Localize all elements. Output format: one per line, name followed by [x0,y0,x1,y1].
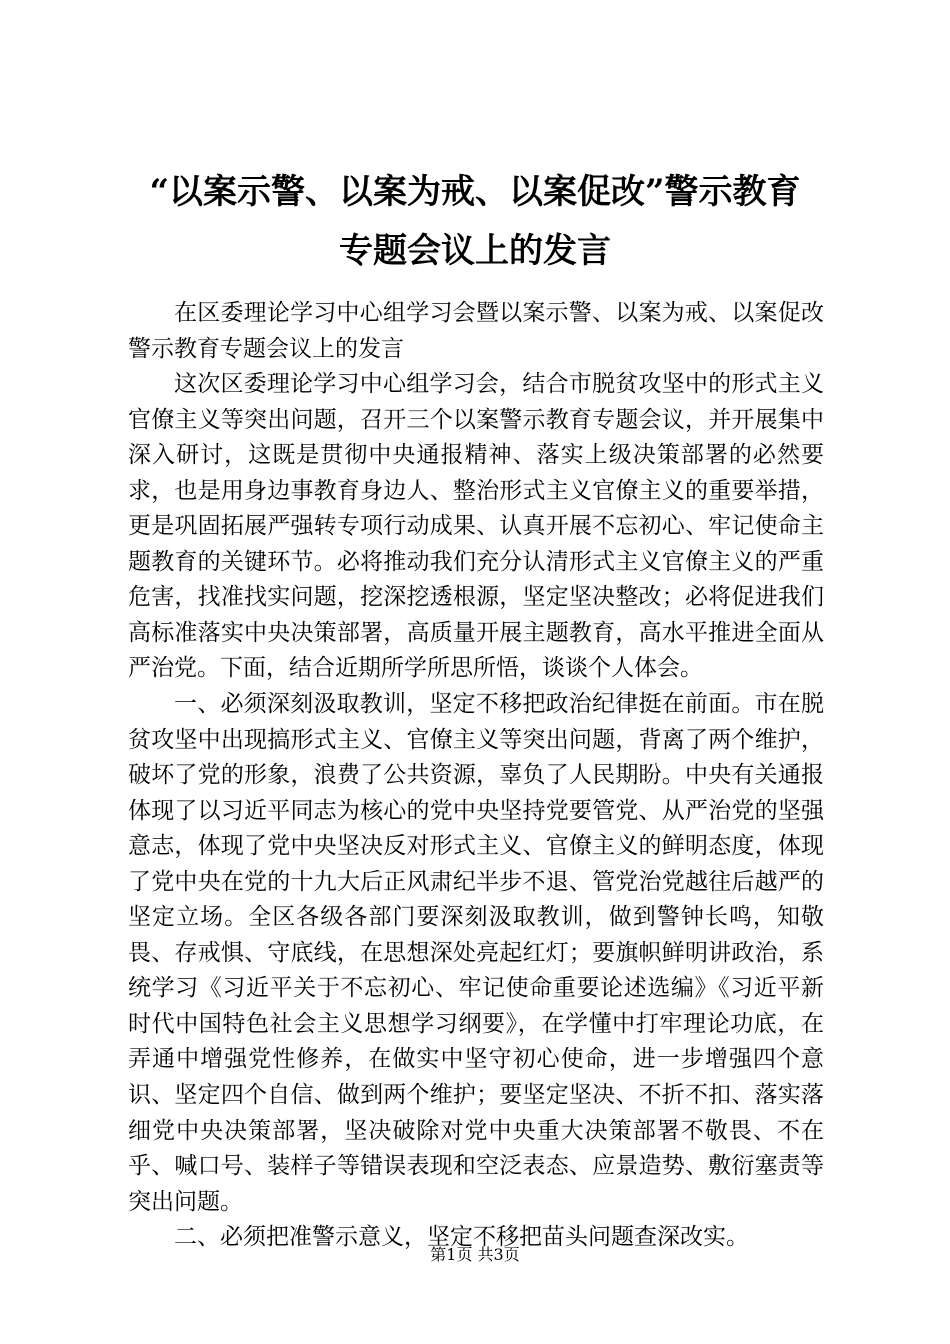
paragraph-intro: 在区委理论学习中心组学习会暨以案示警、以案为戒、以案促改警示教育专题会议上的发言 [128,300,824,362]
paragraph-section-two: 二、必须把准警示意义，坚定不移把苗头问题查深改实。 [174,1224,749,1251]
document-title-line-2: 专题会议上的发言 [339,231,611,271]
document-body [128,296,824,1256]
paragraph-overview: 这次区委理论学习中心组学习会，结合市脱贫攻坚中的形式主义官僚主义等突出问题，召开三个以案警示教育专题会议，并开展集中深入研讨，这既是贯彻中央通报精神、落实上级决策部署的必然要求，也是用身边事教育身边人、整治形式主义官僚主义的重要举措，更是巩固拓展严强转专项行动成果、认真开展不忘初心、牢记使命主题教育的关键环节。必将推动我们充分认清形式主义官僚主义的严重危害，找准找实问题，挖深挖透根源，坚定坚决整改；必将促进我们高标准落实中央决策部署，高质量开展主题教育，高水平推进全面从严治党。下面，结合近期所学所思所悟，谈谈个人体会。 [128,371,824,682]
document-title-line-1: “以案示警、以案为戒、以案促改”警示教育 [149,172,801,212]
paragraph-section-one: 一、必须深刻汲取教训，坚定不移把政治纪律挺在前面。市在脱贫攻坚中出现搞形式主义、官僚主义等突出问题，背离了两个维护，破坏了党的形象，浪费了公共资源，辜负了人民期盼。中央有关通报体现了以习近平同志为核心的党中央坚持党要管党、从严治党的坚强意志，体现了党中央坚决反对形式主义、官僚主义的鲜明态度，体现了党中央在党的十九大后正风肃纪半步不退、管党治党越往后越严的坚定立场。全区各级各部门要深刻汲取教训，做到警钟长鸣，知敬畏、存戒惧、守底线，在思想深处亮起红灯；要旗帜鲜明讲政治，系统学习《习近平关于不忘初心、牢记使命重要论述选编》《习近平新时代中国特色社会主义思想学习纲要》，在学懂中打牢理论功底，在弄通中增强党性修养，在做实中坚守初心使命，进一步增强四个意识、坚定四个自信、做到两个维护；要坚定坚决、不折不扣、落实落细党中央决策部署，坚决破除对党中央重大决策部署不敬畏、不在乎、喊口号、装样子等错误表现和空泛表态、应景造势、敷衍塞责等突出问题。 [128,691,824,1215]
page-footer: 第1页 共3页 [430,1245,520,1264]
